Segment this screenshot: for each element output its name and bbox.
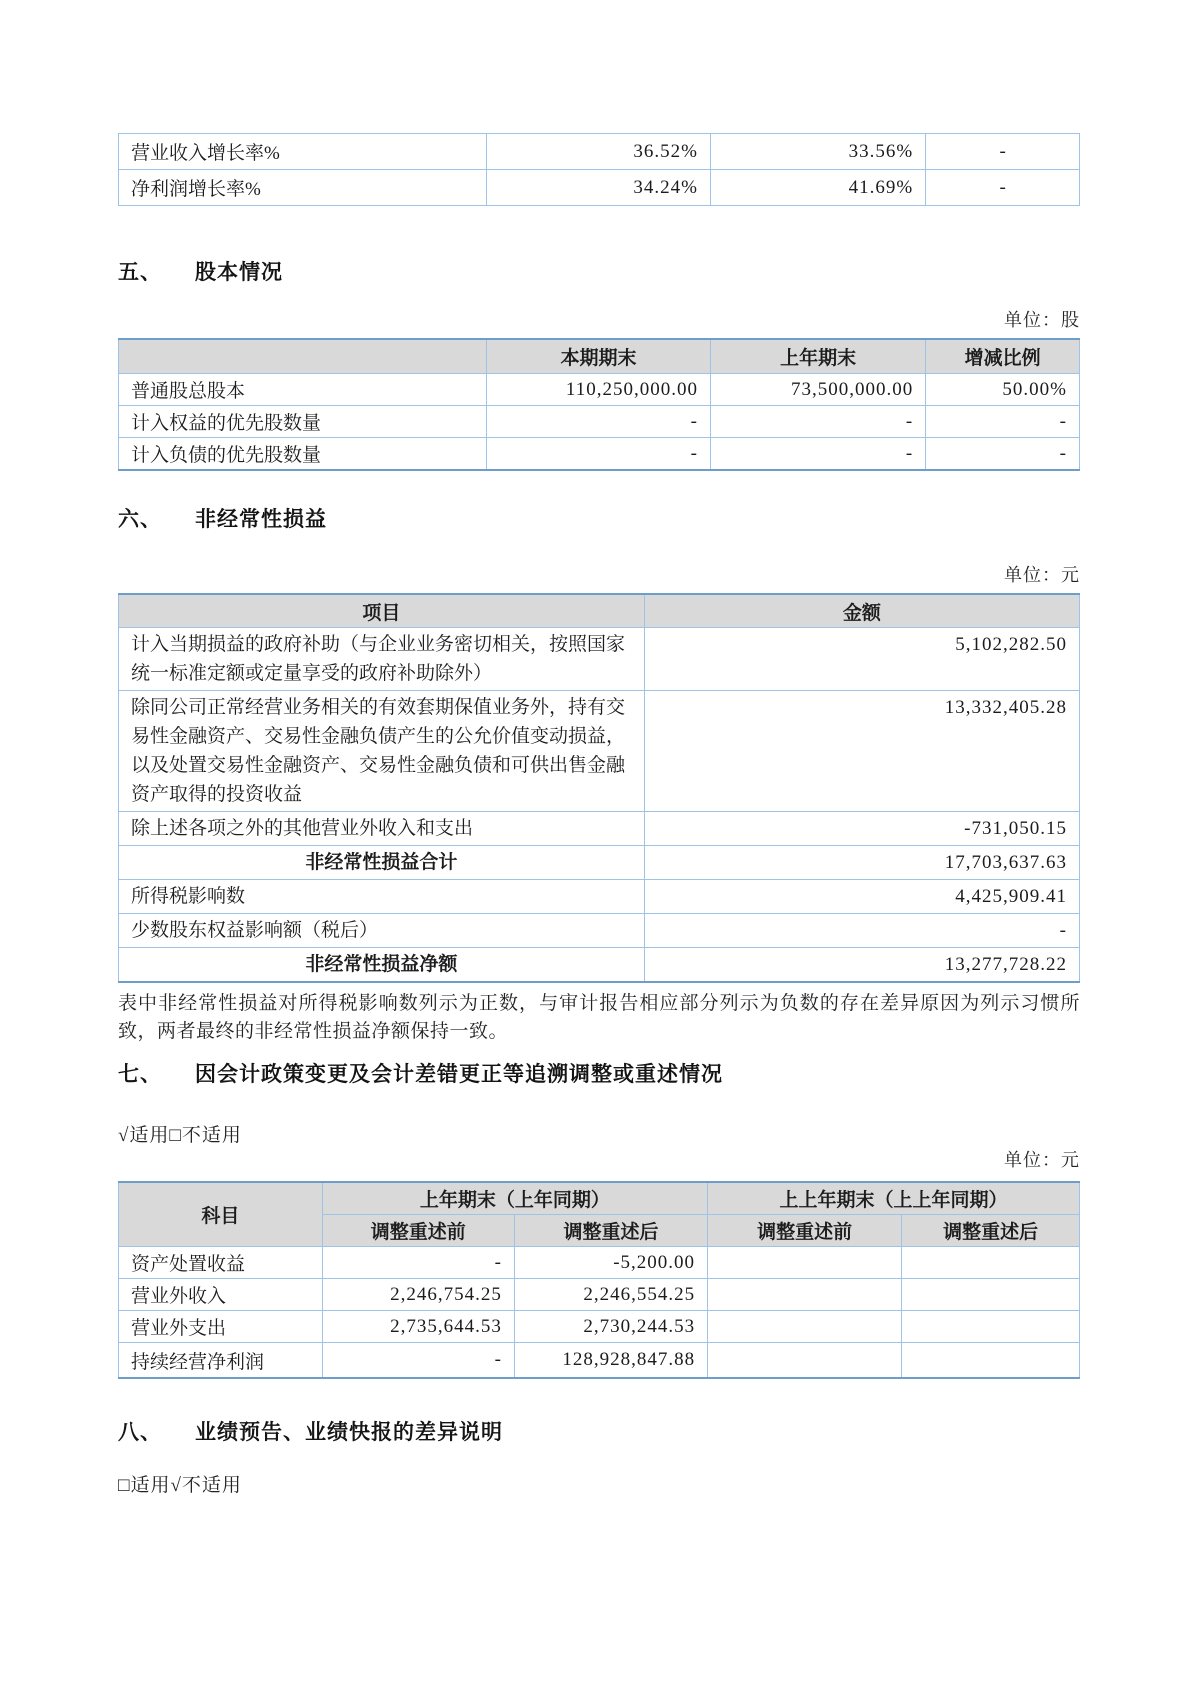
- column-group-prior-year: 上年期末（上年同期）: [322, 1182, 707, 1215]
- row-value: [708, 1343, 902, 1379]
- column-subheader: 调整重述后: [902, 1215, 1080, 1247]
- row-value: -: [710, 406, 925, 438]
- section7-applicability: √适用□不适用: [118, 1125, 242, 1146]
- row-value: -: [926, 406, 1080, 438]
- table-row: [119, 170, 1080, 206]
- table-row: [119, 1311, 1080, 1343]
- row-value: 2,735,644.53: [322, 1311, 514, 1343]
- table-row: [119, 134, 1080, 170]
- row-label: 计入当期损益的政府补助（与企业业务密切相关，按照国家统一标准定额或定量享受的政府补助除外）: [119, 628, 645, 691]
- row-value: 4,425,909.41: [644, 880, 1079, 914]
- table-row: [119, 1279, 1080, 1311]
- column-subheader: 调整重述前: [708, 1215, 902, 1247]
- row-value: -: [710, 438, 925, 471]
- section5-heading: [118, 256, 1080, 286]
- row-label: 计入负债的优先股数量: [119, 438, 487, 471]
- row-label: 营业外收入: [119, 1279, 323, 1311]
- row-value: 50.00%: [926, 374, 1080, 406]
- row-label: 少数股东权益影响额（税后）: [119, 914, 645, 948]
- row-label: 除同公司正常经营业务相关的有效套期保值业务外，持有交易性金融资产、交易性金融负债产生的公允价值变动损益，以及处置交易性金融资产、交易性金融负债和可供出售金融资产取得的投资收益: [119, 691, 645, 812]
- row-value: 5,102,282.50: [644, 628, 1079, 691]
- row-value: -731,050.15: [644, 812, 1079, 846]
- row-value: -5,200.00: [514, 1247, 707, 1279]
- row-label: 除上述各项之外的其他营业外收入和支出: [119, 812, 645, 846]
- row-value: 33.56%: [710, 134, 925, 170]
- row-label: 计入权益的优先股数量: [119, 406, 487, 438]
- row-value: 73,500,000.00: [710, 374, 925, 406]
- column-header-subject: 科目: [119, 1182, 323, 1247]
- column-header: 增减比例: [926, 339, 1080, 374]
- subtotal-value: 17,703,637.63: [644, 846, 1079, 880]
- row-value: -: [926, 438, 1080, 471]
- row-value: 2,246,554.25: [514, 1279, 707, 1311]
- row-label: 净利润增长率%: [119, 170, 487, 206]
- table-row: [119, 374, 1080, 406]
- row-value: 41.69%: [710, 170, 925, 206]
- section8-applicability: □适用√不适用: [118, 1475, 242, 1496]
- section6-unit: 单位：元: [1004, 565, 1080, 585]
- section7-heading: [118, 1058, 1080, 1088]
- row-value: [902, 1247, 1080, 1279]
- table-row: [119, 1343, 1080, 1379]
- column-header: 项目: [119, 594, 645, 628]
- row-value: 36.52%: [487, 134, 711, 170]
- table-row: [119, 438, 1080, 471]
- section5-unit: 单位：股: [1004, 310, 1080, 330]
- row-value: -: [487, 406, 711, 438]
- column-header: 上年期末: [710, 339, 925, 374]
- section5-title: 股本情况: [195, 261, 283, 284]
- row-value: -: [926, 134, 1080, 170]
- row-value: -: [487, 438, 711, 471]
- row-label: 普通股总股本: [119, 374, 487, 406]
- row-value: 13,332,405.28: [644, 691, 1079, 812]
- column-header: 本期期末: [487, 339, 711, 374]
- total-label: 非经常性损益净额: [119, 948, 645, 983]
- column-subheader: 调整重述前: [322, 1215, 514, 1247]
- row-value: 2,730,244.53: [514, 1311, 707, 1343]
- section7-number: 七、: [118, 1063, 162, 1086]
- row-label: 营业外支出: [119, 1311, 323, 1343]
- row-label: 营业收入增长率%: [119, 134, 487, 170]
- column-subheader: 调整重述后: [514, 1215, 707, 1247]
- row-label: 资产处置收益: [119, 1247, 323, 1279]
- subtotal-label: 非经常性损益合计: [119, 846, 645, 880]
- section7-unit: 单位：元: [1004, 1150, 1080, 1170]
- non-recurring-table-wrap: [118, 593, 1080, 983]
- row-value: [708, 1247, 902, 1279]
- row-value: [902, 1279, 1080, 1311]
- section6-number: 六、: [118, 508, 162, 531]
- row-value: [902, 1343, 1080, 1379]
- row-label: 所得税影响数: [119, 880, 645, 914]
- table-row: [119, 628, 1080, 691]
- table-row: [119, 948, 1080, 983]
- section8-title: 业绩预告、业绩快报的差异说明: [195, 1421, 503, 1444]
- non-recurring-note: 表中非经常性损益对所得税影响数列示为正数，与审计报告相应部分列示为负数的存在差异原因为列示习惯所致，两者最终的非经常性损益净额保持一致。: [118, 993, 1080, 1042]
- table-row: [119, 914, 1080, 948]
- section7-title: 因会计政策变更及会计差错更正等追溯调整或重述情况: [195, 1063, 723, 1086]
- column-header: [119, 339, 487, 374]
- total-value: 13,277,728.22: [644, 948, 1079, 983]
- table-header-row: [119, 594, 1080, 628]
- growth-rate-table-wrap: [118, 133, 1080, 206]
- table-row: [119, 691, 1080, 812]
- section6-title: 非经常性损益: [195, 508, 327, 531]
- row-value: [708, 1279, 902, 1311]
- row-label: 持续经营净利润: [119, 1343, 323, 1379]
- growth-rate-table: [118, 133, 1080, 206]
- share-capital-table: [118, 338, 1080, 471]
- table-row: [119, 406, 1080, 438]
- row-value: -: [322, 1247, 514, 1279]
- row-value: -: [322, 1343, 514, 1379]
- table-header-row: [119, 339, 1080, 374]
- row-value: 128,928,847.88: [514, 1343, 707, 1379]
- table-header-row: [119, 1182, 1080, 1215]
- non-recurring-table: [118, 593, 1080, 983]
- restatement-table: [118, 1181, 1080, 1379]
- row-value: -: [644, 914, 1079, 948]
- section6-heading: [118, 503, 1080, 533]
- restatement-table-wrap: [118, 1181, 1080, 1379]
- section8-heading: [118, 1416, 1080, 1446]
- share-capital-table-wrap: [118, 338, 1080, 471]
- section8-number: 八、: [118, 1421, 162, 1444]
- row-value: -: [926, 170, 1080, 206]
- table-row: [119, 1247, 1080, 1279]
- row-value: 110,250,000.00: [487, 374, 711, 406]
- row-value: 34.24%: [487, 170, 711, 206]
- row-value: [708, 1311, 902, 1343]
- table-row: [119, 812, 1080, 846]
- section5-number: 五、: [118, 261, 162, 284]
- row-value: 2,246,754.25: [322, 1279, 514, 1311]
- row-value: [902, 1311, 1080, 1343]
- column-header: 金额: [644, 594, 1079, 628]
- column-group-two-years-prior: 上上年期末（上上年同期）: [708, 1182, 1080, 1215]
- table-row: [119, 880, 1080, 914]
- table-row: [119, 846, 1080, 880]
